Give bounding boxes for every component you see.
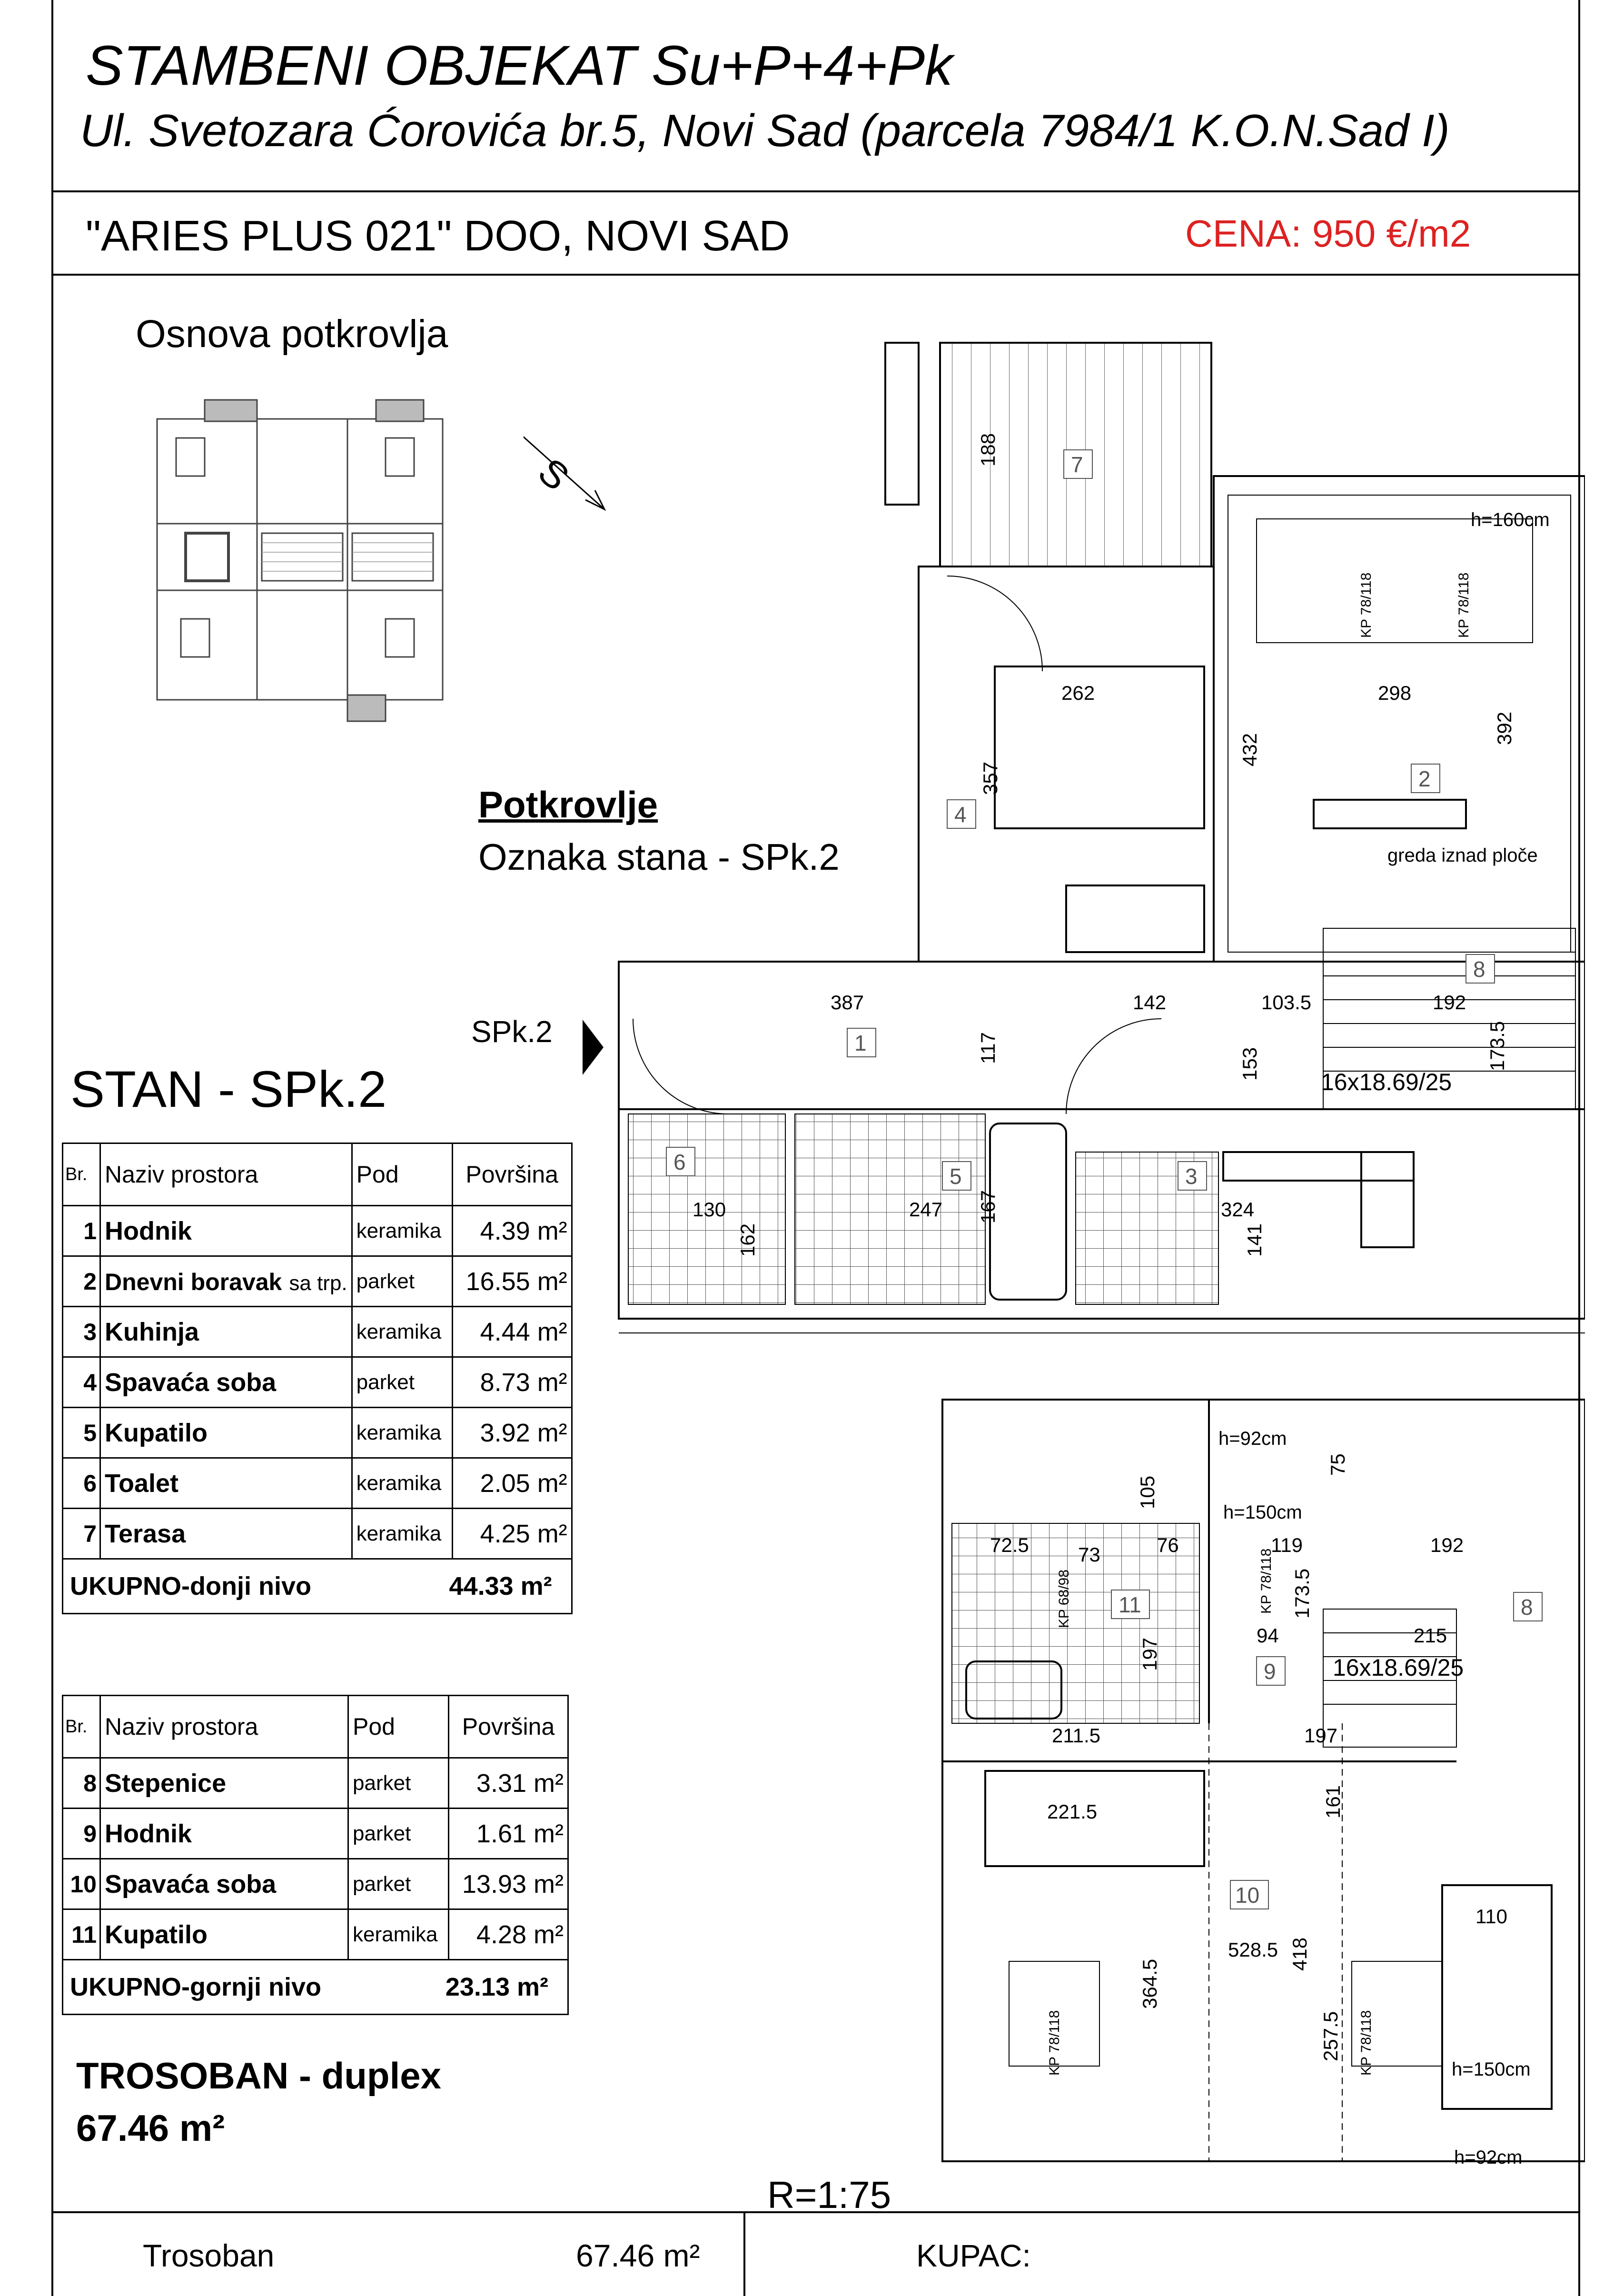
total-row: UKUPNO-gornji nivo 23.13 m²: [63, 1960, 568, 2015]
svg-text:387: 387: [831, 991, 864, 1014]
footer-buyer: KUPAC:: [916, 2238, 1031, 2273]
svg-text:110: 110: [1475, 1905, 1507, 1928]
divider: [51, 190, 1580, 192]
svg-text:364.5: 364.5: [1139, 1958, 1161, 2009]
table-row: 5 Kupatilo keramika 3.92 m²: [63, 1408, 572, 1458]
svg-text:KP 78/118: KP 78/118: [1456, 572, 1472, 638]
building-address: Ul. Svetozara Ćorovića br.5, Novi Sad (parcela 7984/1 K.O.N.Sad I): [80, 105, 1450, 156]
svg-text:7: 7: [1071, 452, 1083, 477]
svg-text:10: 10: [1235, 1883, 1260, 1908]
footer-area: 67.46 m²: [576, 2238, 700, 2273]
footer-separator: [743, 2211, 745, 2296]
svg-text:298: 298: [1378, 682, 1412, 704]
plan-lower-level: [619, 343, 1585, 1333]
svg-text:173.5: 173.5: [1291, 1568, 1313, 1619]
price-label: CENA: 950 €/m2: [1185, 212, 1471, 255]
table-row: 2 Dnevni boravak sa trp. parket 16.55 m²: [63, 1256, 572, 1307]
svg-text:432: 432: [1238, 733, 1261, 766]
svg-text:119: 119: [1271, 1534, 1303, 1556]
svg-text:141: 141: [1243, 1223, 1266, 1257]
svg-text:h=150cm: h=150cm: [1452, 2059, 1531, 2080]
lower-level-table: [62, 1143, 573, 1614]
col-name: Naziv prostora: [100, 1143, 352, 1206]
svg-text:197: 197: [1139, 1637, 1161, 1671]
entry-mark: SPk.2: [471, 1014, 553, 1049]
svg-text:257.5: 257.5: [1319, 2011, 1342, 2061]
svg-text:3: 3: [1185, 1164, 1198, 1189]
svg-text:KP 78/118: KP 78/118: [1358, 2010, 1374, 2076]
svg-text:162: 162: [736, 1223, 759, 1257]
key-plan-title: Osnova potkrovlja: [136, 312, 448, 356]
upper-level-table: [62, 1695, 569, 2015]
north-arrow: [524, 428, 604, 509]
svg-text:8: 8: [1473, 957, 1485, 982]
svg-text:KP 78/118: KP 78/118: [1358, 572, 1374, 638]
footer-type: Trosoban: [143, 2238, 275, 2273]
svg-text:73: 73: [1078, 1543, 1100, 1566]
table-row: 7 Terasa keramika 4.25 m²: [63, 1509, 572, 1559]
col-area: Površina: [449, 1696, 568, 1758]
svg-text:103.5: 103.5: [1261, 991, 1312, 1014]
apartment-type: TROSOBAN - duplex: [76, 2055, 442, 2097]
svg-text:192: 192: [1430, 1534, 1464, 1556]
svg-text:173.5: 173.5: [1486, 1021, 1508, 1071]
floor-plan: [524, 286, 1585, 2199]
svg-text:1: 1: [854, 1031, 867, 1055]
svg-text:greda iznad ploče: greda iznad ploče: [1387, 845, 1538, 866]
window-marks: [1047, 573, 1472, 2076]
apartment-name: STAN - SPk.2: [70, 1060, 387, 1118]
divider: [51, 274, 1580, 276]
svg-text:72.5: 72.5: [990, 1534, 1029, 1556]
apartment-code: Oznaka stana - SPk.2: [478, 836, 840, 878]
svg-text:262: 262: [1061, 682, 1095, 704]
svg-text:161: 161: [1322, 1785, 1344, 1819]
svg-text:16x18.69/25: 16x18.69/25: [1321, 1069, 1452, 1095]
svg-text:528.5: 528.5: [1228, 1938, 1278, 1961]
col-area: Površina: [452, 1143, 572, 1206]
svg-text:197: 197: [1304, 1724, 1338, 1747]
svg-text:418: 418: [1288, 1937, 1311, 1971]
total-row: UKUPNO-donji nivo 44.33 m²: [63, 1559, 572, 1614]
table-row: 10 Spavaća soba parket 13.93 m²: [63, 1859, 568, 1909]
svg-text:153: 153: [1238, 1047, 1261, 1081]
col-nr: Br.: [63, 1696, 100, 1758]
svg-text:11: 11: [1119, 1592, 1141, 1617]
building-title: STAMBENI OBJEKAT Su+P+4+Pk: [86, 34, 953, 97]
svg-text:117: 117: [977, 1032, 999, 1064]
svg-text:130: 130: [693, 1198, 726, 1221]
svg-text:KP 68/98: KP 68/98: [1056, 1570, 1072, 1628]
table-row: 6 Toalet keramika 2.05 m²: [63, 1458, 572, 1509]
col-floor: Pod: [348, 1696, 449, 1758]
svg-text:192: 192: [1433, 991, 1466, 1014]
svg-text:16x18.69/25: 16x18.69/25: [1333, 1654, 1464, 1681]
svg-text:75: 75: [1327, 1453, 1349, 1476]
svg-text:h=92cm: h=92cm: [1454, 2147, 1523, 2168]
svg-text:167: 167: [977, 1190, 999, 1223]
svg-text:94: 94: [1257, 1624, 1279, 1647]
table-row: 1 Hodnik keramika 4.39 m²: [63, 1206, 572, 1256]
table-row: 11 Kupatilo keramika 4.28 m²: [63, 1909, 568, 1960]
svg-text:142: 142: [1133, 991, 1167, 1014]
svg-text:105: 105: [1136, 1475, 1158, 1509]
svg-text:5: 5: [950, 1164, 962, 1189]
svg-text:215: 215: [1414, 1624, 1447, 1647]
table-row: 4 Spavaća soba parket 8.73 m²: [63, 1357, 572, 1408]
svg-text:h=150cm: h=150cm: [1223, 1502, 1302, 1523]
svg-text:392: 392: [1493, 711, 1515, 745]
svg-text:188: 188: [977, 433, 999, 467]
svg-text:8: 8: [1521, 1595, 1533, 1620]
table-row: 3 Kuhinja keramika 4.44 m²: [63, 1307, 572, 1357]
col-name: Naziv prostora: [100, 1696, 348, 1758]
table-row: 8 Stepenice parket 3.31 m²: [63, 1758, 568, 1809]
svg-text:76: 76: [1157, 1534, 1179, 1556]
north-label: S: [530, 449, 577, 499]
svg-text:324: 324: [1221, 1198, 1255, 1221]
svg-text:4: 4: [954, 802, 967, 827]
svg-text:6: 6: [673, 1150, 686, 1174]
table-row: 9 Hodnik parket 1.61 m²: [63, 1809, 568, 1859]
scale-label: R=1:75: [767, 2174, 891, 2216]
col-nr: Br.: [63, 1143, 100, 1206]
col-floor: Pod: [352, 1143, 452, 1206]
level-title: Potkrovlje: [478, 784, 658, 825]
svg-text:9: 9: [1264, 1659, 1276, 1684]
svg-text:211.5: 211.5: [1052, 1724, 1100, 1747]
svg-text:247: 247: [909, 1198, 943, 1221]
svg-text:357: 357: [979, 761, 1001, 795]
apartment-total-area: 67.46 m²: [76, 2107, 225, 2149]
svg-text:KP 78/118: KP 78/118: [1258, 1548, 1274, 1614]
svg-text:221.5: 221.5: [1047, 1800, 1098, 1823]
svg-text:KP 78/118: KP 78/118: [1047, 2010, 1062, 2076]
investor-name: "ARIES PLUS 021" DOO, NOVI SAD: [86, 212, 790, 260]
key-plan: [138, 390, 481, 733]
svg-text:2: 2: [1418, 766, 1431, 791]
svg-text:h=160cm: h=160cm: [1471, 509, 1550, 530]
svg-text:h=92cm: h=92cm: [1218, 1428, 1287, 1449]
